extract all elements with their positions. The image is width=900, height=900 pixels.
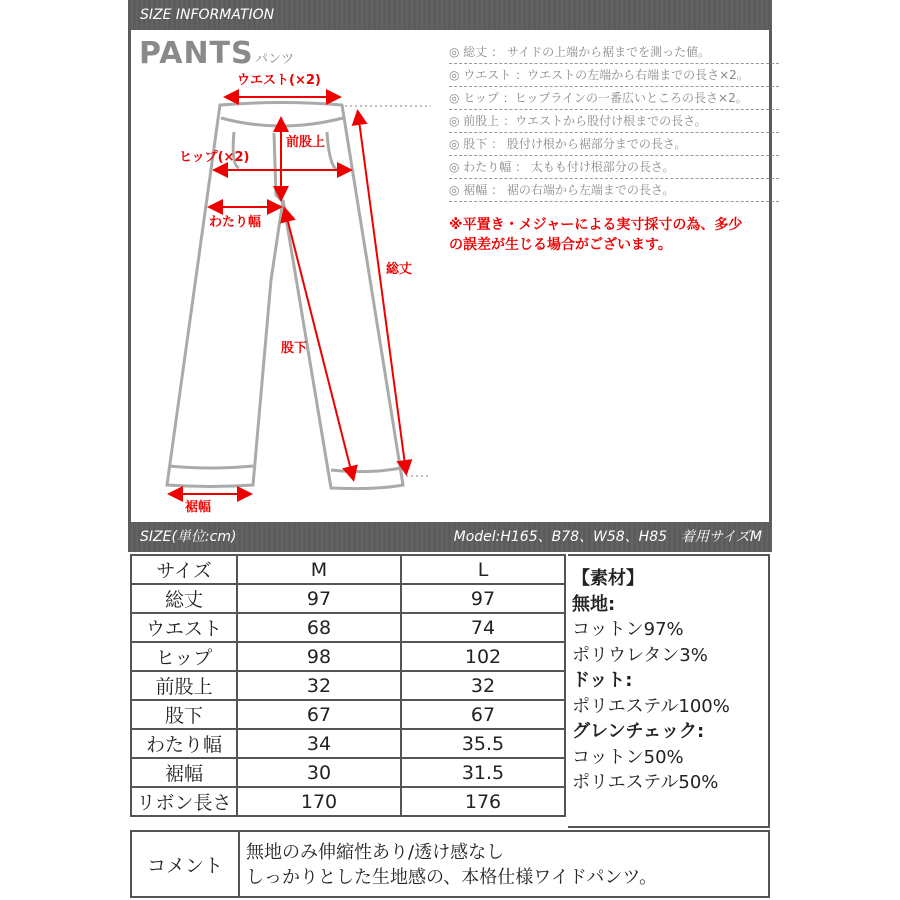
table-header-row	[131, 555, 565, 584]
size-value-cell: 35.5	[401, 729, 565, 758]
table-row	[131, 700, 565, 729]
table-row	[131, 613, 565, 642]
description: ◎ ヒップ ：ヒップラインの一番広いところの長さ×2。	[449, 87, 779, 110]
size-value-cell: 97	[237, 584, 401, 613]
size-value-cell: 30	[237, 758, 401, 787]
comment-row	[130, 830, 770, 898]
size-value-cell: 176	[401, 787, 565, 816]
table-row	[131, 758, 565, 787]
size-value-cell: 67	[237, 700, 401, 729]
description: ◎ ウエスト ：ウエストの左端から右端までの長さ×2。	[449, 64, 779, 87]
note-line: ※平置き・メジャーによる実寸採寸の為、多少	[449, 217, 743, 233]
size-value-cell: 97	[401, 584, 565, 613]
comment-line: 無地のみ伸縮性あり/透け感なし	[246, 842, 505, 863]
size-value-cell: 32	[401, 671, 565, 700]
label-hip: ヒップ(×2)	[179, 150, 250, 165]
table-row	[131, 584, 565, 613]
size-unit-label: SIZE(単位:cm)	[140, 529, 237, 545]
material-group-name: 無地:	[572, 593, 616, 615]
size-label-cell: 前股上	[131, 671, 237, 700]
size-value-cell: 67	[401, 700, 565, 729]
size-value-cell: 98	[237, 642, 401, 671]
size-label-cell: わたり幅	[131, 729, 237, 758]
diagram-area	[131, 30, 769, 522]
description: ◎ 前股上 ：ウエストから股付け根までの長さ。	[449, 110, 779, 133]
pants-diagram	[131, 30, 451, 522]
size-value-cell: M	[237, 555, 401, 584]
size-value-cell: 34	[237, 729, 401, 758]
size-label-cell: ヒップ	[131, 642, 237, 671]
material-title: 【素材】	[572, 568, 644, 589]
size-value-cell: 31.5	[401, 758, 565, 787]
size-value-cell: 102	[401, 642, 565, 671]
material-group-name: グレンチェック:	[572, 721, 705, 742]
material-item: ポリエステル100%	[572, 695, 730, 717]
label-hem: 裾幅	[185, 500, 212, 515]
size-label-cell: サイズ	[131, 555, 237, 584]
material-info	[568, 554, 770, 828]
material-group-name: ドット:	[572, 670, 633, 691]
comment-label: コメント	[130, 830, 238, 898]
header-bar: SIZE INFORMATION	[128, 0, 772, 30]
label-length: 総丈	[386, 262, 413, 277]
label-waist: ウエスト(×2)	[237, 73, 321, 88]
size-value-cell: 32	[237, 671, 401, 700]
description: ◎ 股下 ： 股付け根から裾部分までの長さ。	[449, 133, 779, 156]
size-value-cell: 74	[401, 613, 565, 642]
description: ◎ 総丈 ： サイドの上端から裾までを測った値。	[449, 41, 779, 64]
size-label-cell: 総丈	[131, 584, 237, 613]
measurement-note	[449, 215, 742, 255]
label-thigh: わたり幅	[209, 215, 262, 230]
size-label-cell: ウエスト	[131, 613, 237, 642]
comment-text	[238, 830, 770, 898]
table-row	[131, 671, 565, 700]
size-table-area	[128, 552, 772, 900]
size-label-cell: リボン長さ	[131, 787, 237, 816]
size-value-cell: L	[401, 555, 565, 584]
size-value-cell: 68	[237, 613, 401, 642]
label-inseam: 股下	[281, 341, 308, 356]
material-item: ポリエステル50%	[572, 772, 719, 793]
model-info: Model:H165、B78、W58、H85 着用サイズM	[453, 529, 762, 545]
table-row	[131, 787, 565, 816]
material-item: コットン50%	[572, 746, 684, 768]
description: ◎ わたり幅 ： 太もも付け根部分の長さ。	[449, 156, 779, 179]
description: ◎ 裾幅 ： 裾の右端から左端までの長さ。	[449, 179, 779, 202]
size-table	[130, 554, 566, 817]
label-rise: 前股上	[286, 135, 326, 150]
comment-line: しっかりとした生地感の、本格仕様ワイドパンツ。	[246, 867, 658, 888]
product-subtitle: パンツ	[255, 52, 295, 67]
material-item: コットン97%	[572, 619, 684, 640]
size-value-cell: 170	[237, 787, 401, 816]
size-label-cell: 裾幅	[131, 758, 237, 787]
table-row	[131, 642, 565, 671]
size-label-cell: 股下	[131, 700, 237, 729]
table-row	[131, 729, 565, 758]
size-bar	[128, 522, 772, 552]
note-line: の誤差が生じる場合がございます。	[449, 237, 672, 253]
material-item: ポリウレタン3%	[572, 644, 708, 666]
product-title: PANTS	[139, 36, 254, 71]
size-info-panel	[128, 0, 772, 900]
